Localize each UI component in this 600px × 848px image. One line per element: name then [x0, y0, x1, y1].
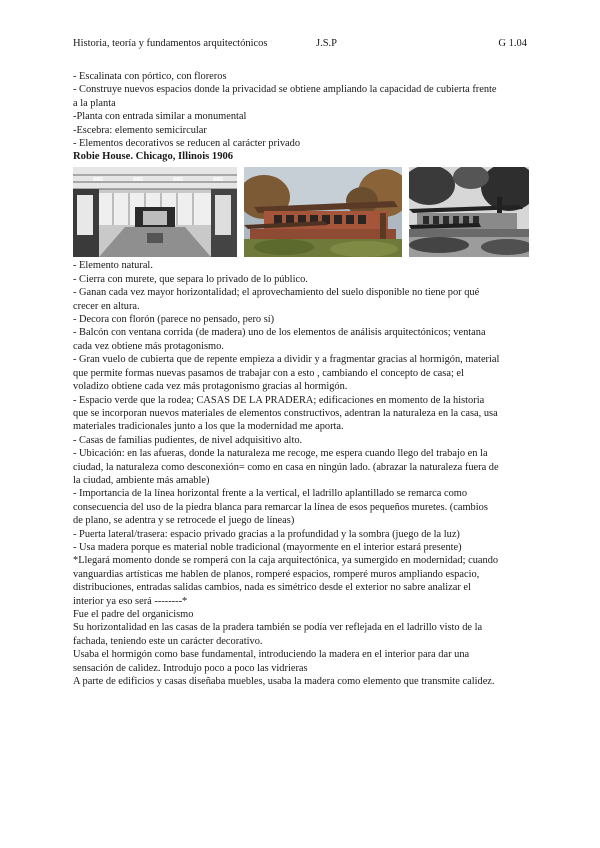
section-heading: Robie House. Chicago, Illinois 1906	[73, 151, 234, 163]
text-line: - Decora con florón (parece no pensado, pero sí)	[73, 314, 275, 326]
header-group-code: G 1.04	[498, 38, 527, 49]
text-line: *Llegará momento donde se romperá con la caja arquitectónica, ya sumergido en modernidad; cuando	[73, 555, 499, 567]
page-content	[73, 70, 529, 688]
text-line: a la planta	[73, 97, 116, 109]
text-line: - Usa madera porque es material noble tradicional (mayormente en el interior estará presente)	[73, 541, 462, 553]
color-exterior-photo	[244, 167, 402, 257]
text-line: materiales tradicionales junto a los que la modernidad me aporta.	[73, 421, 344, 433]
text-line: ciudad, la naturaleza como desconexión= como en casa en ningún lado. (abrazar la naturaleza fuera de	[73, 461, 499, 473]
text-line: la ciudad, ambiente más amable)	[73, 474, 210, 486]
text-line: de plano, se adentra y se retrocede el juego de líneas)	[73, 515, 295, 527]
text-line: - Espacio verde que la rodea; CASAS DE LA PRADERA; edificaciones en momento de la historia	[73, 394, 485, 406]
bw-exterior-photo	[409, 167, 529, 257]
text-line: -Planta con entrada similar a monumental	[73, 111, 247, 123]
text-line: vanguardias artísticas me hablen de planos, romperé espacios, romperé muros ampliando espacio,	[73, 568, 480, 580]
interior-photo	[73, 167, 237, 257]
header-author: J.S.P	[316, 38, 338, 49]
text-line: A parte de edificios y casas diseñaba muebles, usaba la madera como elemento que transmite calidez.	[73, 676, 495, 688]
text-line: crecer en altura.	[73, 300, 140, 312]
text-line: Su horizontalidad en las casas de la pradera también se podía ver reflejada en el ladrillo visto de la	[73, 622, 483, 634]
text-line: que permite formas nuevas pasamos de trabajar con a esto , cambiando el concepto de casa; el	[73, 367, 464, 379]
text-line: - Construye nuevos espacios donde la privacidad se obtiene ampliando la capacidad de cubierta frente	[73, 84, 497, 96]
text-line: cada vez obtiene más protagonismo.	[73, 340, 224, 352]
text-line: voladizo obtiene cada vez más protagonismo gracias al hormigón.	[73, 381, 348, 393]
header-course-title: Historia, teoría y fundamentos arquitectónicos	[73, 38, 268, 49]
text-line: que se incorporan nuevos materiales de elementos constructivos, adentran la naturaleza en la casa, usa	[73, 407, 498, 419]
text-line: - Elementos decorativos se reducen al carácter privado	[73, 138, 301, 150]
text-line: Usaba el hormigón como base fundamental, introduciendo la madera en el interior para dar una	[73, 649, 470, 661]
text-line: - Importancia de la línea horizontal frente a la vertical, el ladrillo aplantillado se remarca como	[73, 488, 468, 500]
text-line: - Gran vuelo de cubierta que de repente empieza a dividir y a fragmentar gracias al hormigón, material	[73, 354, 500, 366]
text-line: - Balcón con ventana corrida (de madera) uno de los elementos de análisis arquitectónicos; ventana	[73, 327, 486, 339]
text-line: distribuciones, entradas salidas cambios, nada es simétrico desde el exterior no sabre analizar el	[73, 582, 471, 594]
text-line: sensación de calidez. Introdujo poco a poco las vidrieras	[73, 662, 308, 674]
body-text	[73, 259, 529, 688]
text-line: fachada, teniendo este un carácter decorativo.	[73, 635, 263, 647]
text-line: consecuencia del uso de la piedra blanca para remarcar la línea de esos pequeños muretes. (cambios	[73, 501, 488, 513]
photo-strip	[73, 167, 529, 257]
text-line: Fue el padre del organicismo	[73, 609, 194, 620]
text-line: - Ganan cada vez mayor horizontalidad; el aprovechamiento del suelo disponible no tiene por qué	[73, 287, 480, 299]
text-line: - Escalinata con pórtico, con floreros	[73, 71, 227, 82]
text-line: - Cierra con murete, que separa lo privado de lo público.	[73, 273, 308, 285]
text-line: - Ubicación: en las afueras, donde la naturaleza me recoge, me espera cuando llego del trabajo en la	[73, 448, 488, 460]
text-line: - Puerta lateral/trasera: espacio privado gracias a la profundidad y la sombra (juego de la luz)	[73, 528, 460, 540]
text-line: -Escebra: elemento semicircular	[73, 124, 207, 136]
top-list	[73, 70, 529, 150]
page-header	[73, 38, 527, 54]
text-line: - Casas de familias pudientes, de nivel adquisitivo alto.	[73, 434, 303, 446]
text-line: interior ya eso será --------*	[73, 595, 188, 607]
text-line: - Elemento natural.	[73, 260, 153, 272]
